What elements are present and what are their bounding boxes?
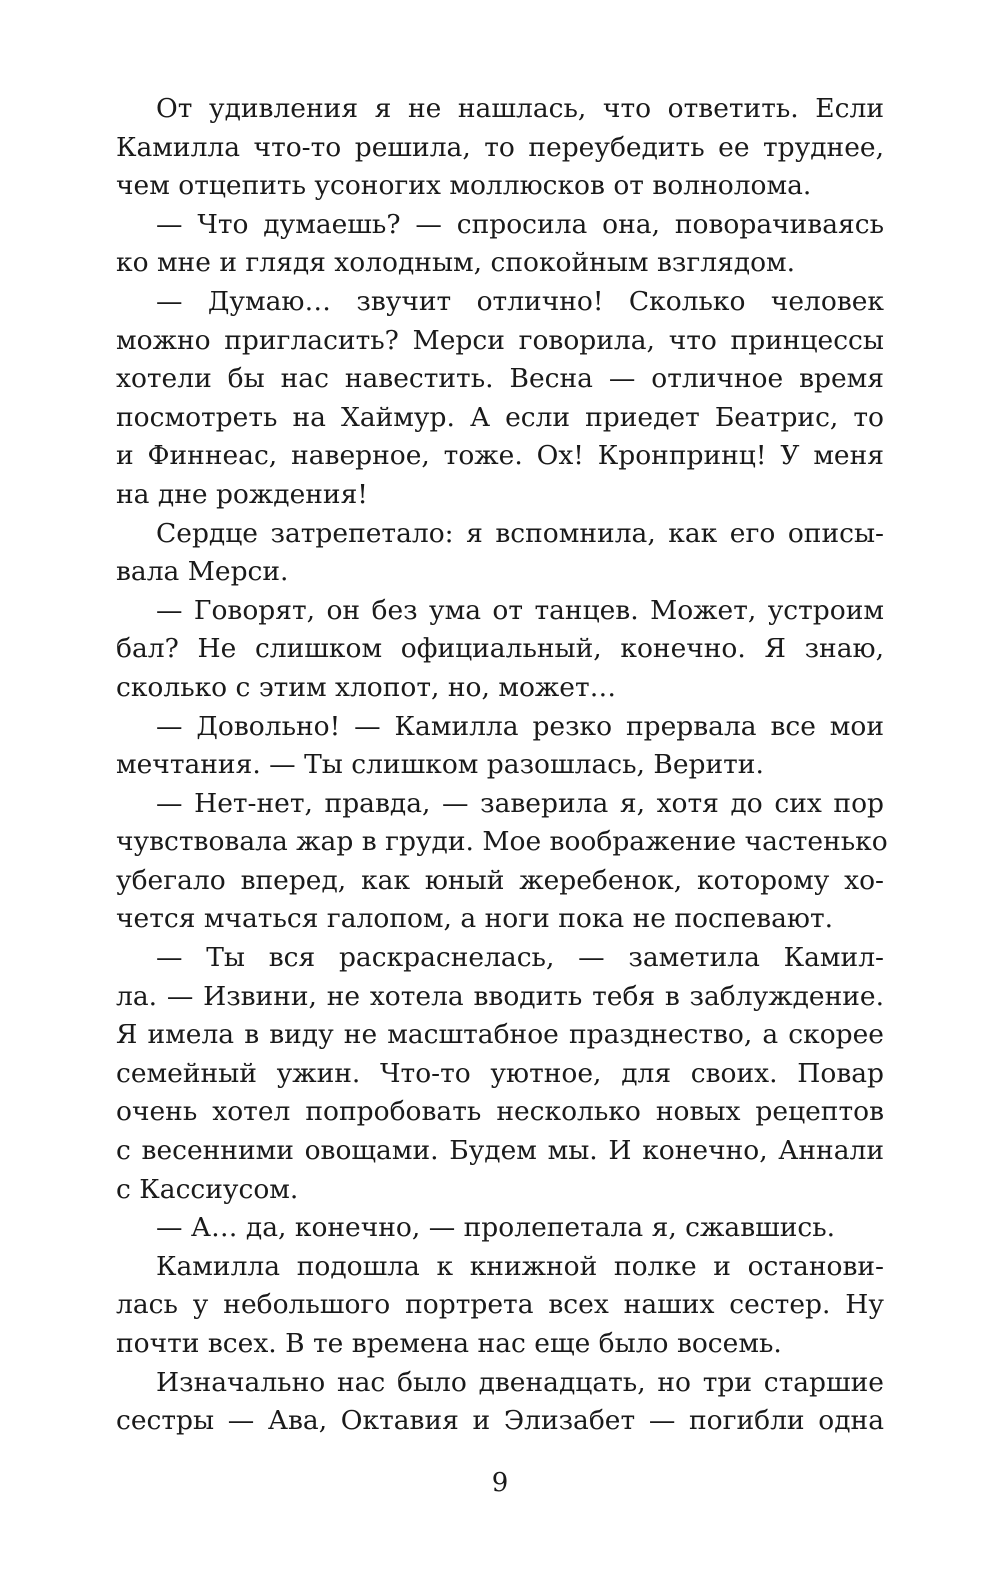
text-line: вала Мерси. xyxy=(116,556,289,588)
text-line: хотели бы нас навестить. Весна — отличное время xyxy=(116,363,884,395)
text-line: с весенними овощами. Будем мы. И конечно, Аннали xyxy=(116,1135,884,1167)
text-line: Я имела в виду не масштабное празднество, а скорее xyxy=(116,1019,884,1051)
text-line: Изначально нас было двенадцать, но три старшие xyxy=(156,1366,884,1398)
text-line: чем отцепить усоногих моллюсков от волнолома. xyxy=(116,170,812,202)
text-line: посмотреть на Хаймур. А если приедет Беатрис, то xyxy=(116,401,884,433)
text-line: семейный ужин. Что-то уютное, для своих. Повар xyxy=(116,1057,884,1089)
text-line: — Думаю… звучит отлично! Сколько человек xyxy=(156,285,884,317)
text-line: с Кассиусом. xyxy=(116,1173,299,1205)
text-line: можно пригласить? Мерси говорила, что принцессы xyxy=(116,324,884,356)
text-line: мечтания. — Ты слишком разошлась, Верити. xyxy=(116,749,764,781)
text-line: — Довольно! — Камилла резко прервала все мои xyxy=(156,710,884,742)
text-line: сколько с этим хлопот, но, может… xyxy=(116,671,617,703)
text-line: бал? Не слишком официальный, конечно. Я знаю, xyxy=(116,633,884,665)
text-line: чувствовала жар в груди. Мое воображение частенько xyxy=(116,826,888,858)
text-line: — Нет-нет, правда, — заверила я, хотя до сих пор xyxy=(156,787,884,819)
text-line: Камилла подошла к книжной полке и останови- xyxy=(156,1250,884,1282)
text-line: От удивления я не нашлась, что ответить. Если xyxy=(156,93,884,124)
text-line: Камилла что-то решила, то переубедить ее труднее, xyxy=(116,131,884,163)
text-line: почти всех. В те времена нас еще было восемь. xyxy=(116,1328,782,1359)
text-line: лась у небольшого портрета всех наших сестер. Ну xyxy=(116,1289,884,1321)
text-line: убегало вперед, как юный жеребенок, которому хо- xyxy=(116,864,884,896)
text-line: — Говорят, он без ума от танцев. Может, устроим xyxy=(156,594,884,626)
text-line: ко мне и глядя холодным, спокойным взглядом. xyxy=(116,247,796,279)
body-text xyxy=(116,90,888,1441)
text-line: — Ты вся раскраснелась, — заметила Камил- xyxy=(156,942,884,974)
text-line: очень хотел попробовать несколько новых рецептов xyxy=(116,1096,884,1128)
text-line: — Что думаешь? — спросила она, поворачиваясь xyxy=(156,208,884,240)
text-line: сестры — Ава, Октавия и Элизабет — погибли одна xyxy=(116,1405,884,1437)
text-line: ла. — Извини, не хотела вводить тебя в заблуждение. xyxy=(116,980,884,1012)
page-number: 9 xyxy=(491,1468,509,1498)
text-line: и Финнеас, наверное, тоже. Ох! Кронпринц! У меня xyxy=(116,440,884,472)
text-line: на дне рождения! xyxy=(116,478,368,510)
text-line: — А… да, конечно, — пролепетала я, сжавшись. xyxy=(156,1212,836,1244)
text-line: чется мчаться галопом, а ноги пока не поспевают. xyxy=(116,903,834,935)
text-line: Сердце затрепетало: я вспомнила, как его описы- xyxy=(156,517,884,549)
